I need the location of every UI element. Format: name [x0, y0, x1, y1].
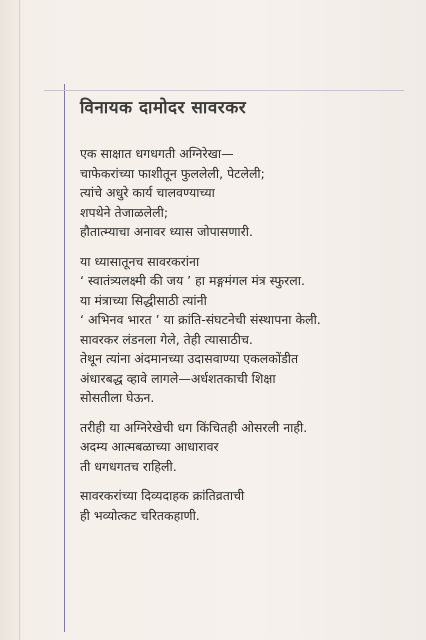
blurb-line: ‘ स्वातंत्र्यलक्ष्मी की जय ’ हा मङ्गमंगल मंत्र स्फुरला. — [80, 273, 305, 288]
author-name-heading: विनायक दामोदर सावरकर — [80, 98, 247, 118]
blurb-line: तेथून त्यांना अंदमानच्या उदासवाण्या एकलकोंडीत — [80, 351, 299, 366]
blurb-line: चाफेकरांच्या फाशीतून फुललेली, पेटलेली; — [80, 165, 265, 181]
stanza-1 — [80, 144, 410, 242]
blurb-line: अदम्य आत्मबळाच्या आधारावर — [80, 439, 219, 454]
blurb-line: ही भव्योत्कट चरितकहाणी. — [80, 507, 200, 523]
spine-fold-line — [19, 0, 20, 640]
blurb-line: एक साक्षात धगधगती अग्निरेखा— — [80, 146, 234, 161]
blurb-content — [80, 95, 410, 535]
blurb-line: तरीही या अग्निरेखेची धग किंचितही ओसरली नाही. — [80, 419, 308, 435]
margin-rule-horizontal — [44, 90, 404, 91]
stanza-3 — [80, 418, 410, 477]
stanza-4 — [80, 486, 410, 525]
blurb-line: हौतात्म्याचा अनावर ध्यास जोपासणारी. — [80, 224, 253, 239]
blurb-line: सोसतीला घेऊन. — [80, 390, 155, 405]
blurb-line: शपथेने तेजाळलेली; — [80, 204, 169, 220]
blurb-line: ती धगधगतच राहिली. — [80, 458, 177, 474]
blurb-line: अंधारबद्ध व्हावे लागले—अर्धशतकाची शिक्षा — [80, 370, 276, 386]
blurb-line: या ध्यासातूनच सावरकरांना — [80, 253, 200, 269]
margin-rule-vertical — [64, 84, 65, 632]
blurb-line: सावरकरांच्या दिव्यदाहक क्रांतिव्रताची — [80, 488, 245, 503]
stanza-2 — [80, 252, 410, 408]
blurb-line: सावरकर लंडनला गेले, तेही त्यासाठीच. — [80, 331, 253, 347]
blurb-line: ‘ अभिनव भारत ’ या क्रांति-संघटनेची संस्थापना केली. — [80, 312, 321, 327]
blurb-line: त्यांचे अधुरे कार्य चालवण्याच्या — [80, 185, 215, 200]
blurb-line: या मंत्राच्या सिद्धीसाठी त्यांनी — [80, 292, 207, 308]
